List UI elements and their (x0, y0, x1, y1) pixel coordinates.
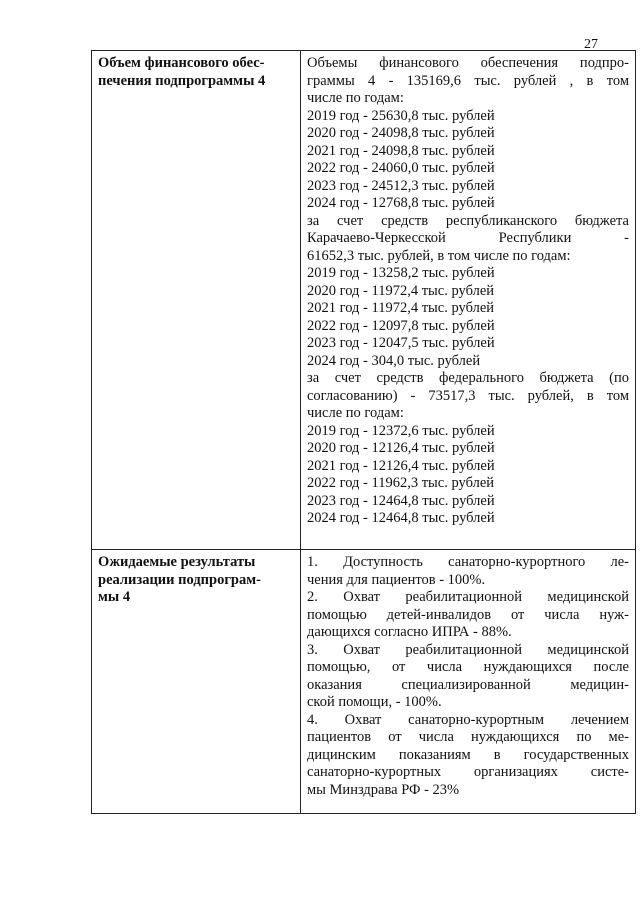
result-item-line: ской помощи, - 100%. (307, 694, 442, 710)
result-item-line: помощью детей-инвалидов от числа нуж- (307, 606, 629, 623)
results-row (92, 550, 636, 814)
financing-intro-line: граммы 4 - 135169,6 тыс. рублей , в том (307, 72, 629, 89)
federal-year-line: 2020 год - 12126,4 тыс. рублей (307, 440, 495, 456)
republic-year-line: 2023 год - 12047,5 тыс. рублей (307, 335, 495, 351)
total-year-line: 2023 год - 24512,3 тыс. рублей (307, 177, 495, 194)
result-item-line: дицинским показаниям в государственных (307, 746, 629, 763)
financing-intro-line: числе по годам: (307, 90, 404, 106)
financing-label-cell (92, 51, 301, 550)
republic-year-line: 2020 год - 11972,4 тыс. рублей (307, 282, 495, 299)
federal-year-line: 2023 год - 12464,8 тыс. рублей (307, 492, 495, 509)
results-label-line: Ожидаемые результаты (98, 554, 256, 570)
total-year-line: 2024 год - 12768,8 тыс. рублей (307, 195, 495, 211)
financing-label-line: Объем финансового обес- (98, 55, 265, 71)
total-year-line: 2020 год - 24098,8 тыс. рублей (307, 125, 495, 141)
republic-budget-line: Карачаево-Черкесской Республики - (307, 230, 629, 246)
result-item-line: 4. Охват санаторно-курортным лечением (307, 711, 629, 728)
republic-budget-line: за счет средств республиканского бюджета (307, 212, 629, 229)
federal-budget-line: согласованию) - 73517,3 тыс. рублей, в том (307, 387, 629, 404)
federal-year-line: 2022 год - 11962,3 тыс. рублей (307, 475, 495, 491)
republic-year-line: 2021 год - 11972,4 тыс. рублей (307, 300, 495, 316)
result-item-line: мы Минздрава РФ - 23% (307, 781, 460, 798)
results-content-cell (301, 550, 636, 814)
total-year-line: 2022 год - 24060,0 тыс. рублей (307, 160, 495, 176)
results-label-cell (92, 550, 301, 814)
results-label-line: мы 4 (98, 589, 131, 605)
result-item-line: санаторно-курортных организациях систе- (307, 764, 629, 780)
financing-content-cell (301, 51, 636, 550)
total-year-line: 2019 год - 25630,8 тыс. рублей (307, 107, 495, 124)
result-item-line: 1. Доступность санаторно-курортного ле- (307, 554, 629, 570)
federal-year-line: 2019 год - 12372,6 тыс. рублей (307, 422, 495, 439)
federal-budget-line: числе по годам: (307, 405, 404, 421)
republic-year-line: 2019 год - 13258,2 тыс. рублей (307, 265, 495, 281)
results-label-line: реализации подпрограм- (98, 571, 261, 588)
republic-year-line: 2022 год - 12097,8 тыс. рублей (307, 317, 495, 334)
result-item-line: пациентов от числа нуждающихся по ме- (307, 729, 629, 745)
subprogram-table (91, 50, 636, 814)
republic-budget-line: 61652,3 тыс. рублей, в том числе по годам: (307, 247, 571, 264)
republic-year-line: 2024 год - 304,0 тыс. рублей (307, 352, 481, 369)
federal-year-line: 2021 год - 12126,4 тыс. рублей (307, 457, 495, 474)
result-item-line: дающихся согласно ИПРА - 88%. (307, 624, 512, 640)
page-number: 27 (584, 37, 598, 52)
result-item-line: оказания специализированной медицин- (307, 676, 629, 693)
result-item-line: помощью, от числа нуждающихся после (307, 659, 629, 675)
result-item-line: 3. Охват реабилитационной медицинской (307, 641, 629, 658)
result-item-line: 2. Охват реабилитационной медицинской (307, 589, 629, 605)
financing-intro-line: Объемы финансового обеспечения подпро- (307, 55, 629, 71)
federal-year-line: 2024 год - 12464,8 тыс. рублей (307, 510, 495, 526)
financing-label-line: печения подпрограммы 4 (98, 72, 266, 89)
total-year-line: 2021 год - 24098,8 тыс. рублей (307, 142, 495, 159)
financing-row (92, 51, 636, 550)
result-item-line: чения для пациентов - 100%. (307, 571, 486, 588)
federal-budget-line: за счет средств федерального бюджета (по (307, 370, 629, 386)
